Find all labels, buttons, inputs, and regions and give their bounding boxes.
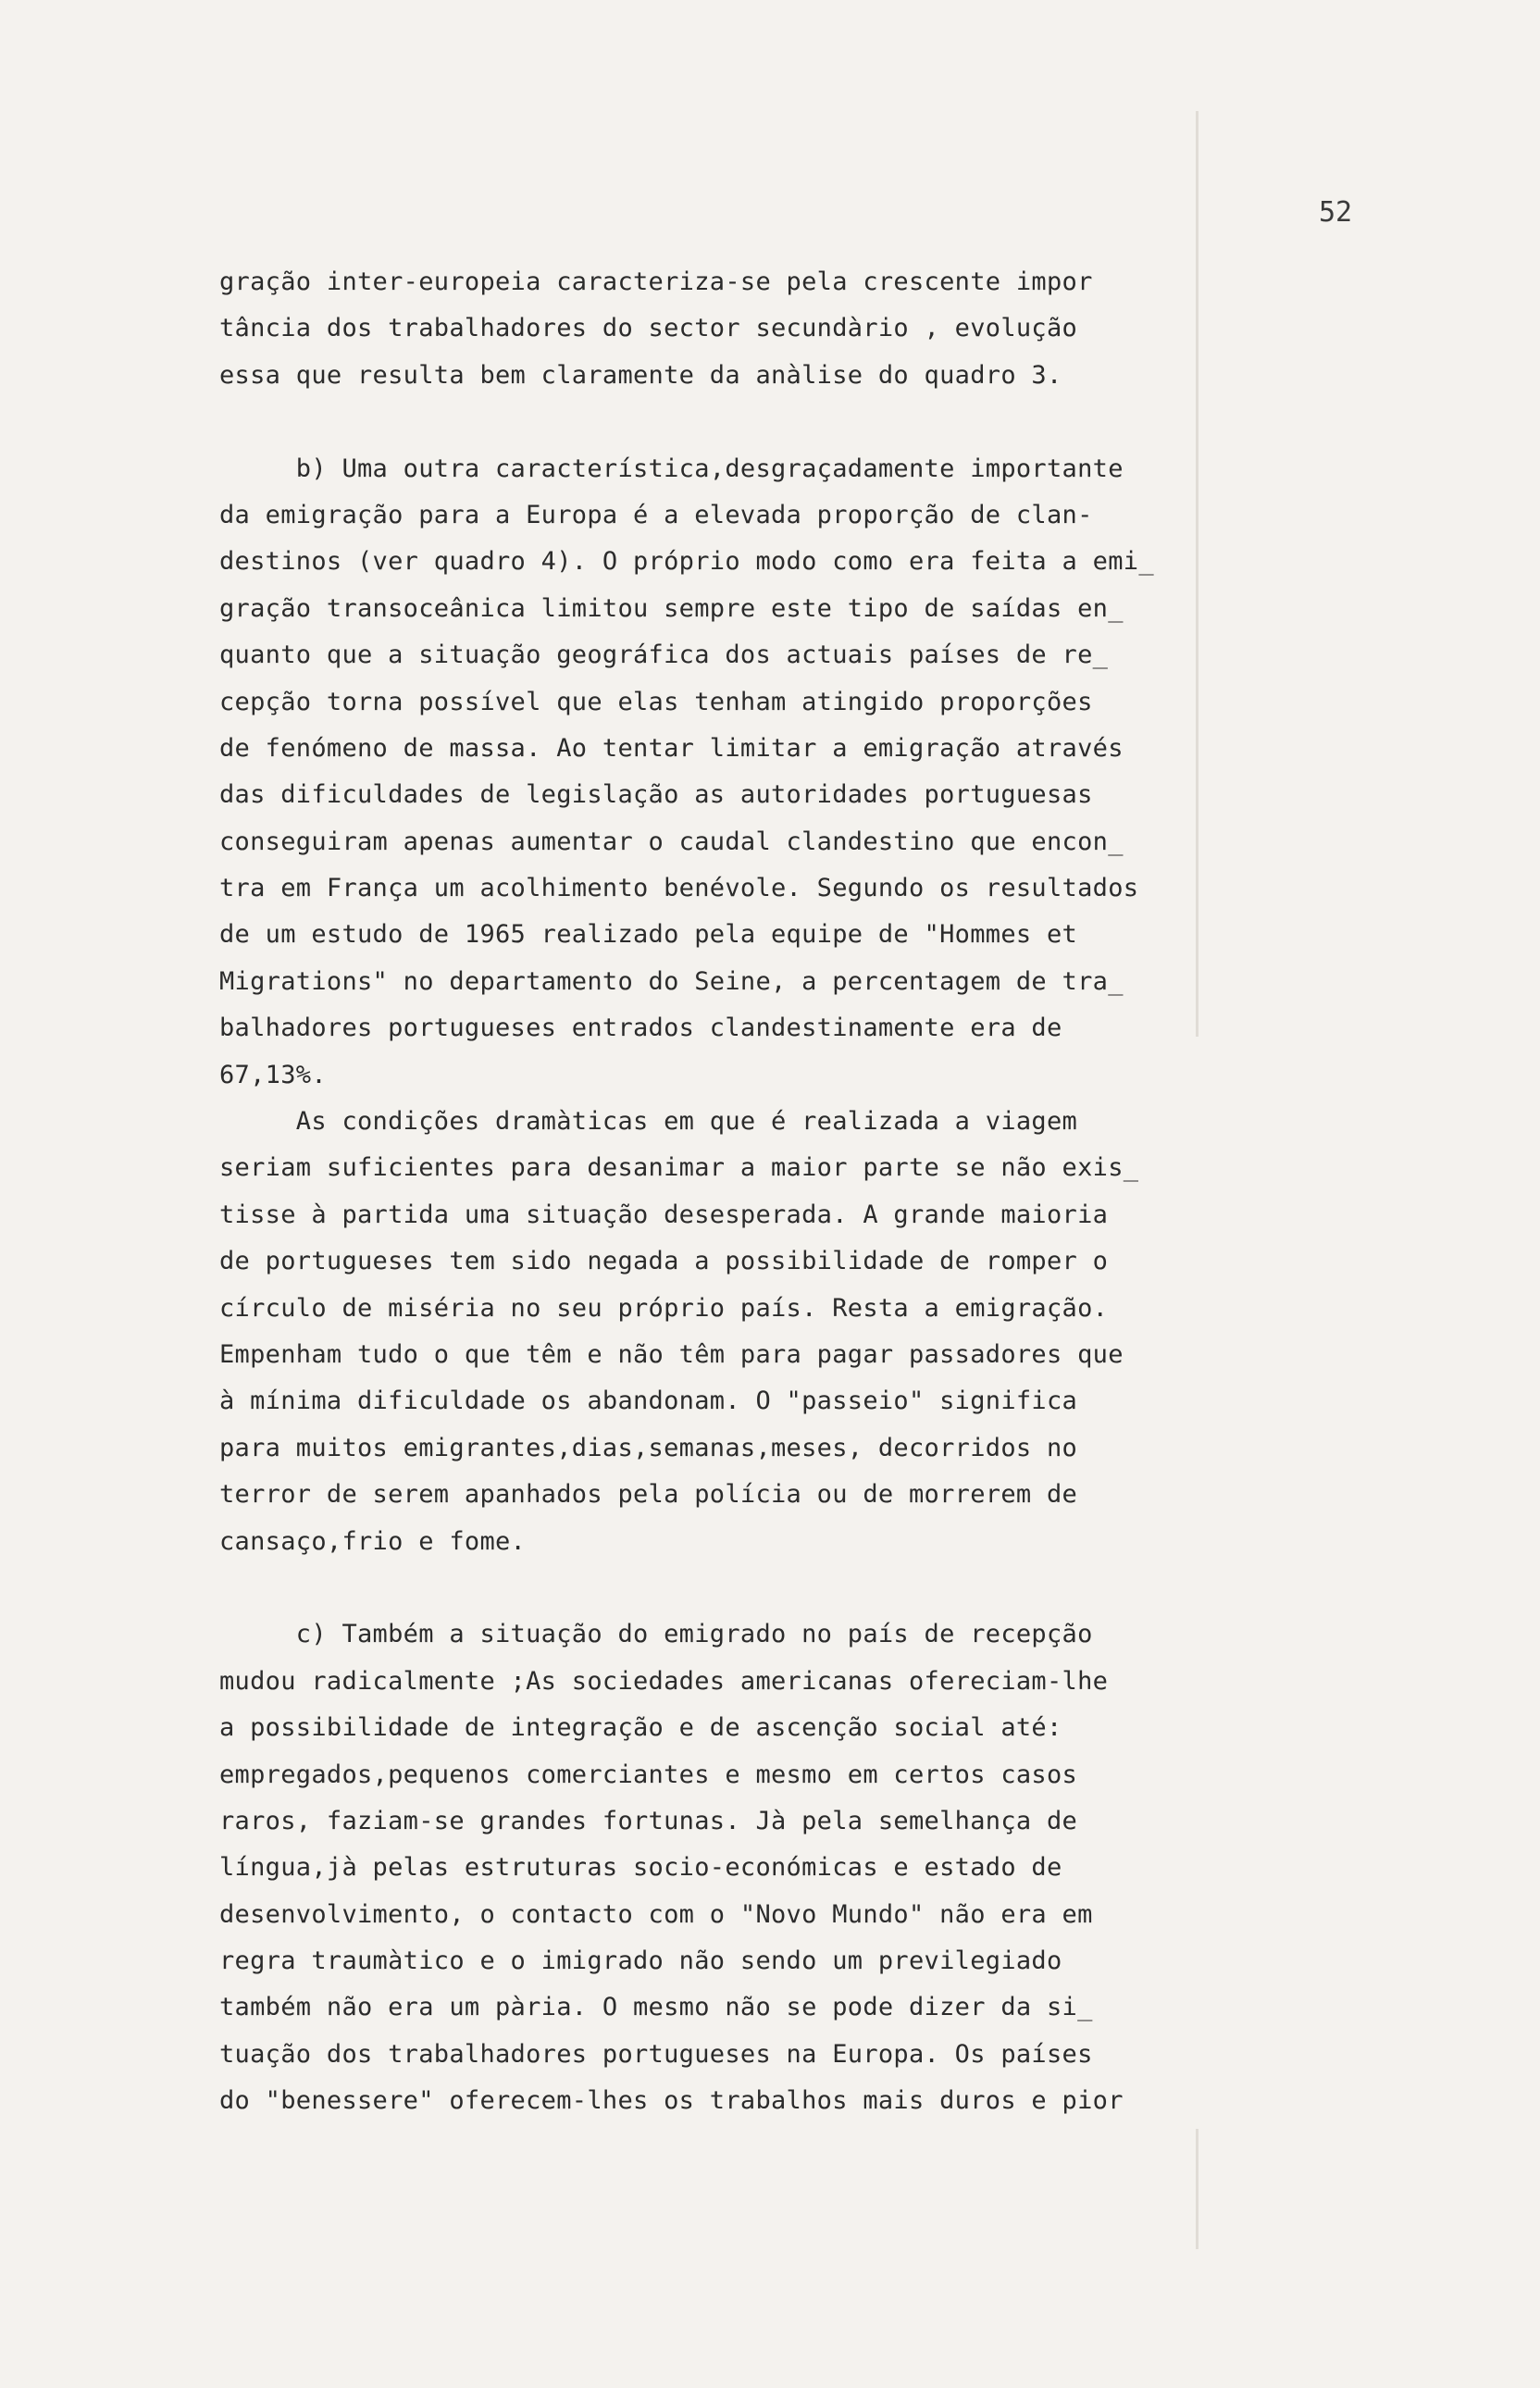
text-line: mudou radicalmente ;As sociedades americanas ofereciam-lhe [219,1666,1109,1696]
text-line: Empenham tudo o que têm e não têm para pagar passadores que [219,1339,1124,1369]
text-line: balhadores portugueses entrados clandestinamente era de [219,1014,1062,1043]
text-line: essa que resulta bem claramente da anàlise do quadro 3. [219,360,1062,390]
text-line: círculo de miséria no seu próprio país. Resta a emigração. [219,1293,1109,1323]
text-line: de fenómeno de massa. Ao tentar limitar a emigração através [219,733,1124,763]
text-line: da emigração para a Europa é a elevada proporção de clan- [219,500,1093,529]
text-line: cepção torna possível que elas tenham atingido proporções [219,687,1093,716]
text-line: para muitos emigrantes,dias,semanas,meses, decorridos no [219,1433,1078,1462]
text-line: gração transoceânica limitou sempre este tipo de saídas en_ [219,593,1124,623]
text-line: destinos (ver quadro 4). O próprio modo como era feita a emi_ [219,547,1154,577]
text-line: gração inter-europeia caracteriza-se pela crescente impor [219,267,1093,296]
text-line: língua,jà pelas estruturas socio-económicas e estado de [219,1853,1062,1883]
text-line [219,399,1358,445]
text-line: de portugueses tem sido negada a possibilidade de romper o [219,1247,1109,1276]
text-line: empregados,pequenos comerciantes e mesmo em certos casos [219,1760,1078,1789]
body-text [219,259,1358,2125]
text-line: tra em França um acolhimento benévole. Segundo os resultados [219,874,1139,903]
text-line: conseguiram apenas aumentar o caudal clandestino que encon_ [219,827,1124,856]
text-line: raros, faziam-se grandes fortunas. Jà pela semelhança de [219,1806,1078,1835]
text-line: tuação dos trabalhadores portugueses na Europa. Os países [219,2039,1093,2069]
text-line: regra traumàtico e o imigrado não sendo um previlegiado [219,1946,1062,1976]
text-line: de um estudo de 1965 realizado pela equipe de "Hommes et [219,920,1078,950]
text-line: quanto que a situação geográfica dos actuais países de re_ [219,641,1109,670]
page-number: 52 [1319,196,1353,229]
text-line: b) Uma outra característica,desgraçadamente importante [219,454,1124,483]
text-line: desenvolvimento, o contacto com o "Novo Mundo" não era em [219,1899,1093,1929]
text-line: tisse à partida uma situação desesperada. A grande maioria [219,1200,1109,1229]
text-line: c) Também a situação do emigrado no país de recepção [219,1620,1093,1649]
text-line: cansaço,frio e fome. [219,1526,527,1556]
text-line: tância dos trabalhadores do sector secundàrio , evolução [219,314,1078,343]
text-line: terror de serem apanhados pela polícia ou de morrerem de [219,1480,1078,1510]
text-line: à mínima dificuldade os abandonam. O "passeio" significa [219,1387,1078,1416]
text-line [219,1565,1358,1611]
text-line: das dificuldades de legislação as autoridades portuguesas [219,780,1093,810]
text-line: do "benessere" oferecem-lhes os trabalhos mais duros e pior [219,2086,1124,2116]
text-line: 67,13%. [219,1060,327,1089]
text-line: a possibilidade de integração e de ascenção social até: [219,1713,1062,1743]
text-line: também não era um pària. O mesmo não se pode dizer da si_ [219,1993,1093,2022]
text-line: seriam suficientes para desanimar a maior parte se não exis_ [219,1153,1139,1183]
fold-mark-lower [1196,2129,1198,2249]
text-line: Migrations" no departamento do Seine, a percentagem de tra_ [219,966,1124,996]
text-line: As condições dramàticas em que é realizada a viagem [219,1107,1078,1137]
